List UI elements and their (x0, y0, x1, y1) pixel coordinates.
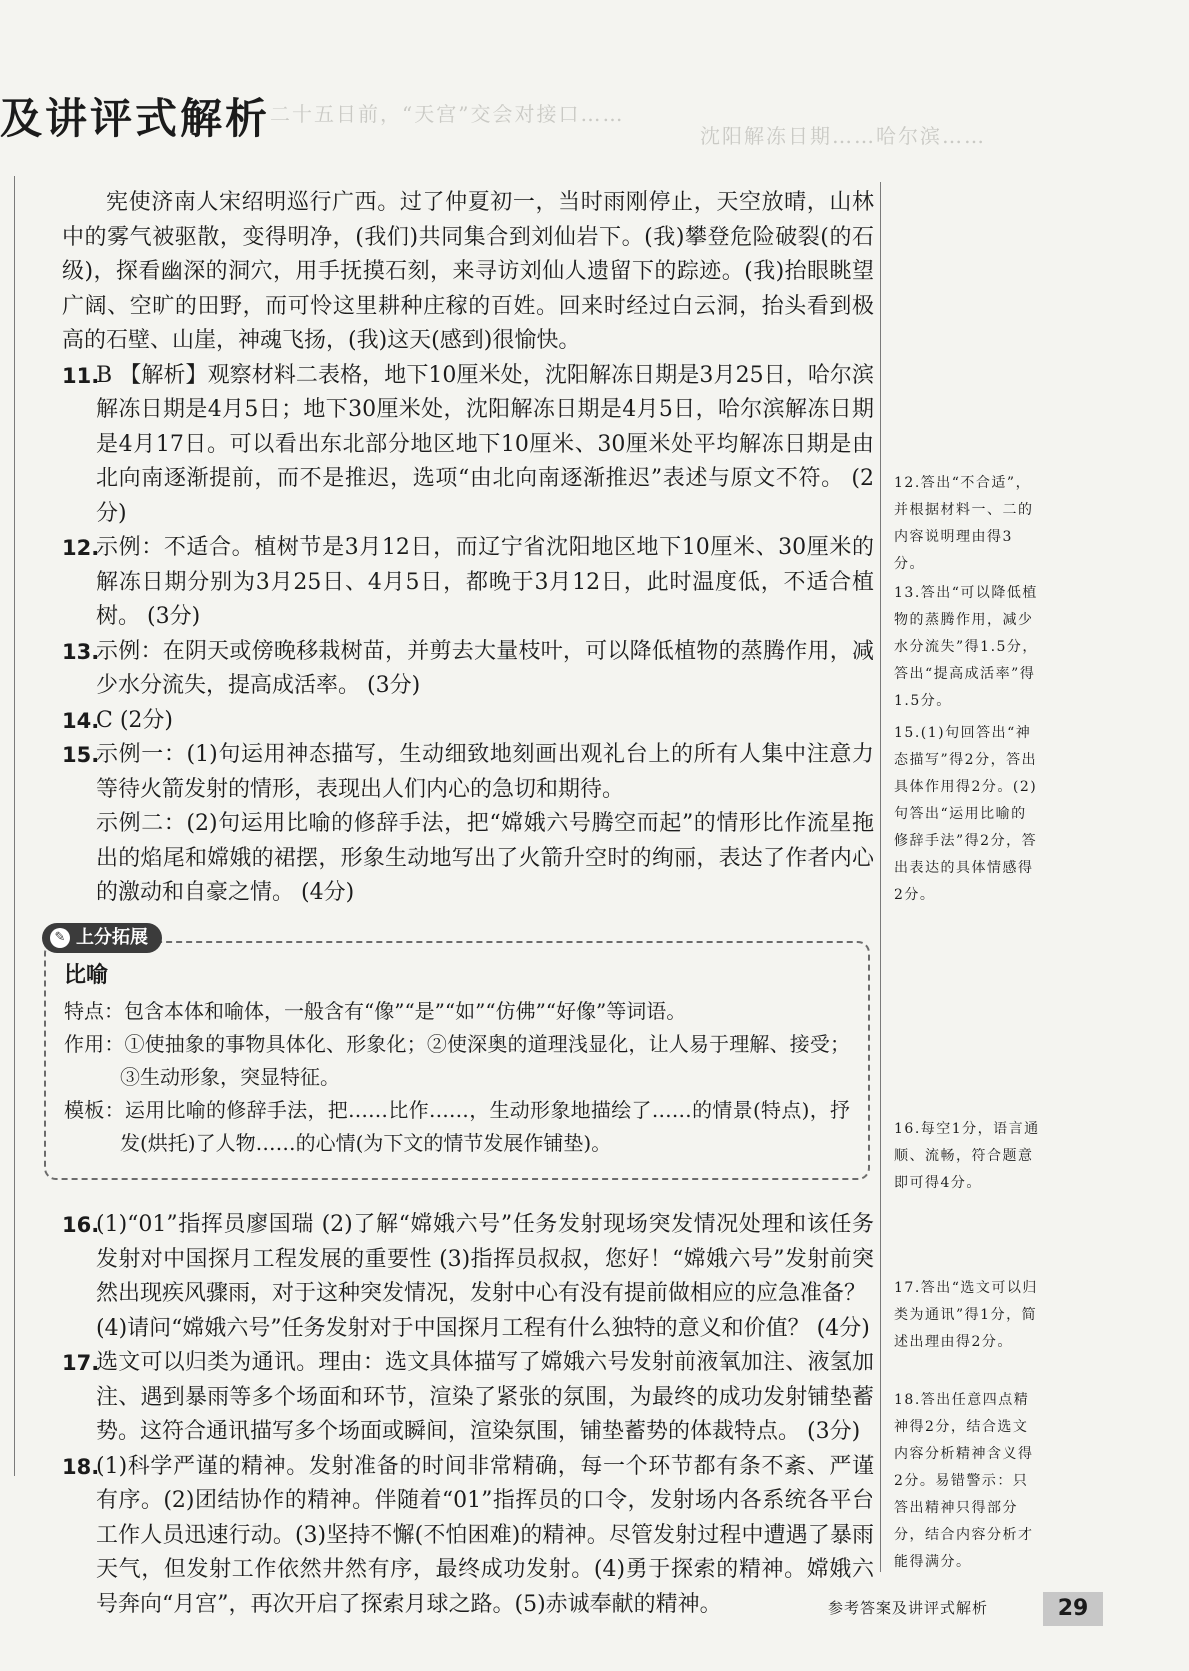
answer-number: 12. (62, 536, 100, 560)
answer-text: (1)科学严谨的精神。发射准备的时间非常精确，每一个环节都有条不紊、严谨有序。(2)团结协作的精神。伴随着“01”指挥员的口令，发射场内各系统各平台工作人员迅速行动。(3)坚持不懈(不怕困难)的精神。尽管发射过程中遭遇了暴雨天气，但发射工作依然井然有序，最终成功发射。(4)勇于探索的精神。嫦娥六号奔向“月宫”，再次开启了探索月球之路。(5)赤诚奉献的精神。 (96, 1453, 874, 1617)
answer-18 (62, 1450, 874, 1623)
extension-title: 比喻 (64, 962, 109, 988)
extension-item: 作用：①使抽象的事物具体化、形象化；②使深奥的道理浅显化，让人易于理解、接受；③生动形象，突显特征。 (64, 1032, 850, 1089)
extension-box (44, 926, 870, 1181)
scoring-note-12: 12.答出“不合适”，并根据材料一、二的内容说明理由得3分。 (894, 475, 1034, 572)
answer-15 (62, 738, 874, 911)
answer-text: 示例二：(2)句运用比喻的修辞手法，把“嫦娥六号腾空而起”的情形比作流星拖出的焰尾和嫦娥的裙摆，形象生动地写出了火箭升空时的绚丽，表达了作者内心的激动和自豪之情。 (4分) (96, 811, 874, 905)
scoring-note-15: 15.(1)句回答出“神态描写”得2分，答出具体作用得2分。(2)句答出“运用比喻的修辞手法”得2分，答出表达的具体情感得2分。 (894, 725, 1038, 903)
bleed-through-text-1: 二十五日前，“天宫”交会对接口…… (270, 102, 625, 126)
answer-12 (62, 531, 874, 635)
answer-number: 16. (62, 1213, 100, 1237)
left-margin-line (14, 176, 15, 1476)
answer-text: 示例：在阴天或傍晚移栽树苗，并剪去大量枝叶，可以降低植物的蒸腾作用，减少水分流失，提高成活率。 (3分) (96, 638, 874, 698)
answer-text: 示例：不适合。植树节是3月12日，而辽宁省沈阳地区地下10厘米、30厘米的解冻日期分别为3月25日、4月5日，都晚于3月12日，此时温度低，不适合植树。 (3分) (96, 535, 874, 629)
answer-text: 选文可以归类为通讯。理由：选文具体描写了嫦娥六号发射前液氧加注、液氢加注、遇到暴雨等多个场面和环节，渲染了紧张的氛围，为最终的成功发射铺垫蓄势。这符合通讯描写多个场面或瞬间，渲染氛围，铺垫蓄势的体裁特点。 (3分) (96, 1350, 874, 1444)
answer-17 (62, 1346, 874, 1450)
answer-text: B 【解析】观察材料二表格，地下10厘米处，沈阳解冻日期是3月25日，哈尔滨解冻日期是4月5日；地下30厘米处，沈阳解冻日期是4月5日，哈尔滨解冻日期是4月17日。可以看出东北部分地区地下10厘米、30厘米处平均解冻日期是由北向南逐渐提前，而不是推迟，选项“由北向南逐渐推迟”表述与原文不符。 (2分) (96, 362, 874, 526)
extension-item: 模板：运用比喻的修辞手法，把……比作……，生动形象地描绘了……的情景(特点)，抒发(烘托)了人物……的心情(为下文的情节发展作铺垫)。 (64, 1098, 850, 1155)
answer-number: 17. (62, 1351, 100, 1375)
scoring-note-17: 17.答出“选文可以归类为通讯”得1分，简述出理由得2分。 (894, 1280, 1038, 1350)
column-divider (880, 182, 881, 1572)
bleed-through-text-2: 沈阳解冻日期……哈尔滨…… (700, 124, 986, 148)
translation-paragraph: 宪使济南人宋绍明巡行广西。过了仲夏初一，当时雨刚停止，天空放晴，山林中的雾气被驱散，变得明净，(我们)共同集合到刘仙岩下。(我)攀登危险破裂(的石级)，探看幽深的洞穴，用手抚摸石刻，来寻访刘仙人遗留下的踪迹。(我)抬眼眺望广阔、空旷的田野，而可怜这里耕种庄稼的百姓。回来时经过白云洞，抬头看到极高的石壁、山崖，神魂飞扬，(我)这天(感到)很愉快。 (62, 190, 874, 353)
pen-icon: ✎ (50, 928, 70, 948)
extension-badge-label: 上分拓展 (76, 926, 148, 948)
answer-text: 示例一：(1)句运用神态描写，生动细致地刻画出观礼台上的所有人集中注意力等待火箭发射的情形，表现出人们内心的急切和期待。 (96, 742, 874, 802)
scoring-note-18: 18.答出任意四点精神得2分，结合选文内容分析精神含义得2分。易错警示：只答出精神只得部分分，结合内容分析才能得满分。 (894, 1392, 1034, 1570)
answer-number: 13. (62, 639, 100, 664)
answer-14 (62, 704, 874, 739)
answer-number: 14. (62, 708, 100, 733)
extension-badge (42, 923, 162, 953)
scoring-note-16: 16.每空1分，语言通顺、流畅，符合题意即可得4分。 (894, 1121, 1040, 1191)
answer-number: 15. (62, 743, 100, 767)
page-number: 29 (1043, 1592, 1103, 1626)
answer-16 (62, 1208, 874, 1346)
extension-item: 特点：包含本体和喻体，一般含有“像”“是”“如”“仿佛”“好像”等词语。 (64, 999, 687, 1023)
answer-column (54, 186, 874, 1622)
footer-title: 参考答案及讲评式解析 (828, 1599, 989, 1617)
page-header-title: 及讲评式解析 (0, 94, 271, 143)
answer-text: C (2分) (96, 707, 173, 733)
answer-text: (4)请问“嫦娥六号”任务发射对于中国探月工程有什么独特的意义和价值？ (4分) (96, 1315, 870, 1341)
answer-13 (62, 635, 874, 704)
scoring-note-13: 13.答出“可以降低植物的蒸腾作用，减少水分流失”得1.5分，答出“提高成活率”得1.5分。 (894, 585, 1038, 709)
answer-number: 18. (62, 1454, 100, 1479)
answer-11 (62, 359, 874, 532)
answer-number: 11. (62, 363, 100, 388)
answer-text: (1)“01”指挥员廖国瑞 (2)了解“嫦娥六号”任务发射现场突发情况处理和该任务发射对中国探月工程发展的重要性 (3)指挥员叔叔，您好！“嫦娥六号”发射前突然出现疾风骤雨，对于这种突发情况，发射中心有没有提前做相应的应急准备？ (96, 1212, 874, 1306)
